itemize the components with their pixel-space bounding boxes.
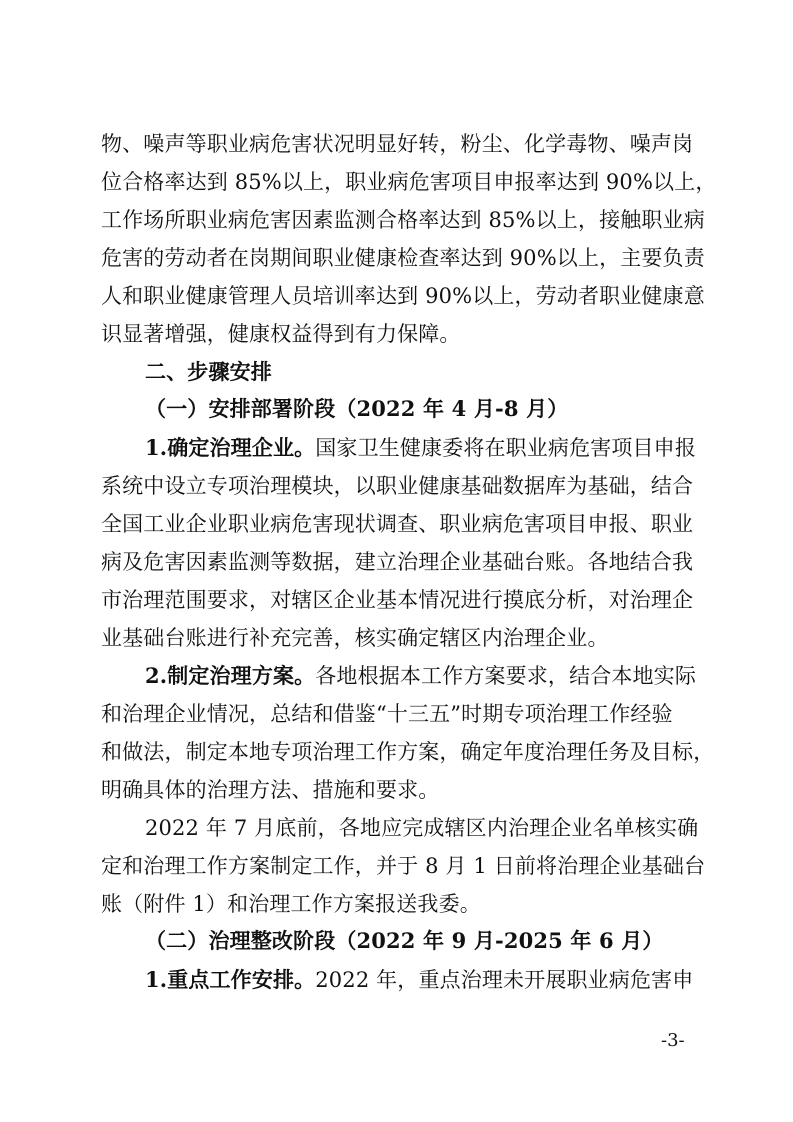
body-line-10: 全国工业企业职业病危害现状调查、职业病危害项目申报、职业 [101,512,694,536]
item-text-key-work: 2022 年，重点治理未开展职业病危害申 [315,968,694,992]
page-number: -3- [661,1030,685,1051]
item-title-determine-enterprises: 1.确定治理企业。 [145,435,316,460]
body-line-19: 定和治理工作方案制定工作，并于 8 月 1 日前将治理企业基础台 [101,854,706,878]
body-line-15: 和治理企业情况，总结和借鉴“十三五”时期专项治理工作经验 [101,702,673,726]
paragraph-line-key-work [145,968,693,992]
body-line-16: 和做法，制定本地专项治理工作方案，确定年度治理任务及目标， [101,740,715,764]
item-title-formulate-plan: 2.制定治理方案。 [145,663,316,688]
body-line-11: 病及危害因素监测等数据，建立治理企业基础台账。各地结合我 [101,550,694,574]
body-line-1: 物、噪声等职业病危害状况明显好转，粉尘、化学毒物、噪声岗 [101,132,694,156]
body-line-17: 明确具体的治理方法、措施和要求。 [101,778,440,802]
body-line-3: 工作场所职业病危害因素监测合格率达到 85%以上，接触职业病 [101,208,705,232]
body-line-2: 位合格率达到 85%以上，职业病危害项目申报率达到 90%以上， [101,170,717,194]
item-text-formulate-plan: 各地根据本工作方案要求，结合本地实际 [315,664,696,688]
body-line-5: 人和职业健康管理人员培训率达到 90%以上，劳动者职业健康意 [101,284,705,308]
body-line-9: 系统中设立专项治理模块，以职业健康基础数据库为基础，结合 [101,474,694,498]
body-line-6: 识显著增强，健康权益得到有力保障。 [101,322,461,346]
body-line-20: 账（附件 1）和治理工作方案报送我委。 [101,892,481,916]
body-line-12: 市治理范围要求，对辖区企业基本情况进行摸底分析，对治理企 [101,588,694,612]
body-line-13: 业基础台账进行补充完善，核实确定辖区内治理企业。 [101,626,609,650]
item-title-key-work: 1.重点工作安排。 [145,967,316,992]
paragraph-line-formulate-plan [145,664,696,688]
paragraph-line-determine-enterprises [145,436,696,460]
body-line-18: 2022 年 7 月底前，各地应完成辖区内治理企业名单核实确 [145,816,699,840]
subheading-rectification-phase: （二）治理整改阶段（2022 年 9 月-2025 年 6 月） [145,928,664,953]
subheading-deployment-phase: （一）安排部署阶段（2022 年 4 月-8 月） [145,396,569,421]
item-text-determine-enterprises: 国家卫生健康委将在职业病危害项目申报 [315,436,696,460]
body-line-4: 危害的劳动者在岗期间职业健康检查率达到 90%以上，主要负责 [101,246,705,270]
section-heading-steps: 二、步骤安排 [145,360,272,384]
